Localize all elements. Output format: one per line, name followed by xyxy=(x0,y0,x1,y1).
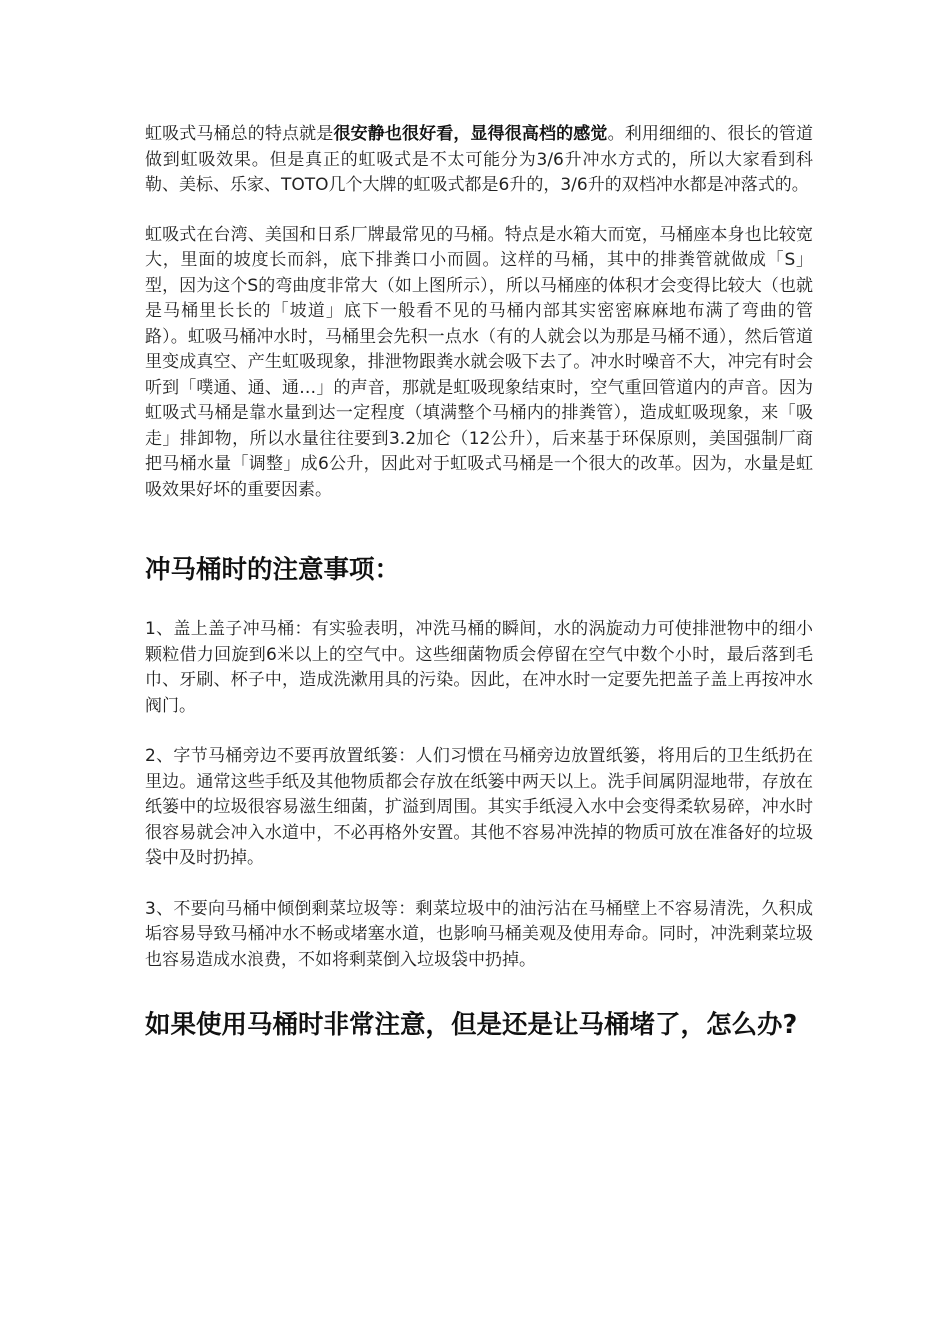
list-item: 3、不要向马桶中倾倒剩菜垃圾等：剩菜垃圾中的油污沾在马桶壁上不容易清洗，久积成垢容易导致马桶冲水不畅或堵塞水道，也影响马桶美观及使用寿命。同时，冲洗剩菜垃圾也容易造成水浪费，不如将剩菜倒入垃圾袋中扔掉。 xyxy=(145,898,813,970)
paragraph-bold-text: 很安静也很好看，显得很高档的感觉 xyxy=(333,124,608,144)
paragraph-intro-text: 虹吸式马桶总的特点就是 xyxy=(145,124,334,144)
paragraph-rest-text: 。利用细细的、很长的管道做到虹吸效果。但是真正的虹吸式是不太可能分为3/6升冲水方式的，所以大家看到科勒、美标、乐家、TOTO几个大牌的虹吸式都是6升的，3/6升的双档冲水都是冲落式的。 xyxy=(145,124,814,195)
list-item: 1、盖上盖子冲马桶：有实验表明，冲洗马桶的瞬间，水的涡旋动力可使排泄物中的细小颗粒借力回旋到6米以上的空气中。这些细菌物质会停留在空气中数个小时，最后落到毛巾、牙刷、杯子中，造成洗漱用具的污染。因此，在冲水时一定要先把盖子盖上再按冲水阀门。 xyxy=(145,619,813,716)
document-body xyxy=(145,122,813,1052)
paragraph-siphon-details: 虹吸式在台湾、美国和日系厂牌最常见的马桶。特点是水箱大而宽，马桶座本身也比较宽大，里面的坡度长而斜，底下排粪口小而圆。这样的马桶，其中的排粪管就做成「S」型，因为这个S的弯曲度非常大（如上图所示），所以马桶座的体积才会变得比较大（也就是马桶里长长的「坡道」底下一般看不见的马桶内部其实密密麻麻地布满了弯曲的管路）。虹吸马桶冲水时，马桶里会先积一点水（有的人就会以为那是马桶不通），然后管道里变成真空、产生虹吸现象，排泄物跟粪水就会吸下去了。冲水时噪音不大，冲完有时会听到「噗通、通、通…」的声音，那就是虹吸现象结束时，空气重回管道内的声音。因为虹吸式马桶是靠水量到达一定程度（填满整个马桶内的排粪管），造成虹吸现象，来「吸走」排卸物，所以水量往往要到3.2加仑（12公升），后来基于环保原则，美国强制厂商把马桶水量「调整」成6公升，因此对于虹吸式马桶是一个很大的改革。因为，水量是虹吸效果好坏的重要因素。 xyxy=(145,224,813,500)
section-heading-flush-notes: 冲马桶时的注意事项： xyxy=(145,555,401,585)
paragraph-siphon-features xyxy=(145,122,813,199)
section-heading-clog: 如果使用马桶时非常注意，但是还是让马桶堵了，怎么办? xyxy=(145,1010,798,1040)
list-item: 2、字节马桶旁边不要再放置纸篓：人们习惯在马桶旁边放置纸篓，将用后的卫生纸扔在里边。通常这些手纸及其他物质都会存放在纸篓中两天以上。洗手间属阴湿地带，存放在纸篓中的垃圾很容易滋生细菌，扩溢到周围。其实手纸浸入水中会变得柔软易碎，冲水时很容易就会冲入水道中，不必再格外安置。其他不容易冲洗掉的物质可放在准备好的垃圾袋中及时扔掉。 xyxy=(145,746,813,868)
